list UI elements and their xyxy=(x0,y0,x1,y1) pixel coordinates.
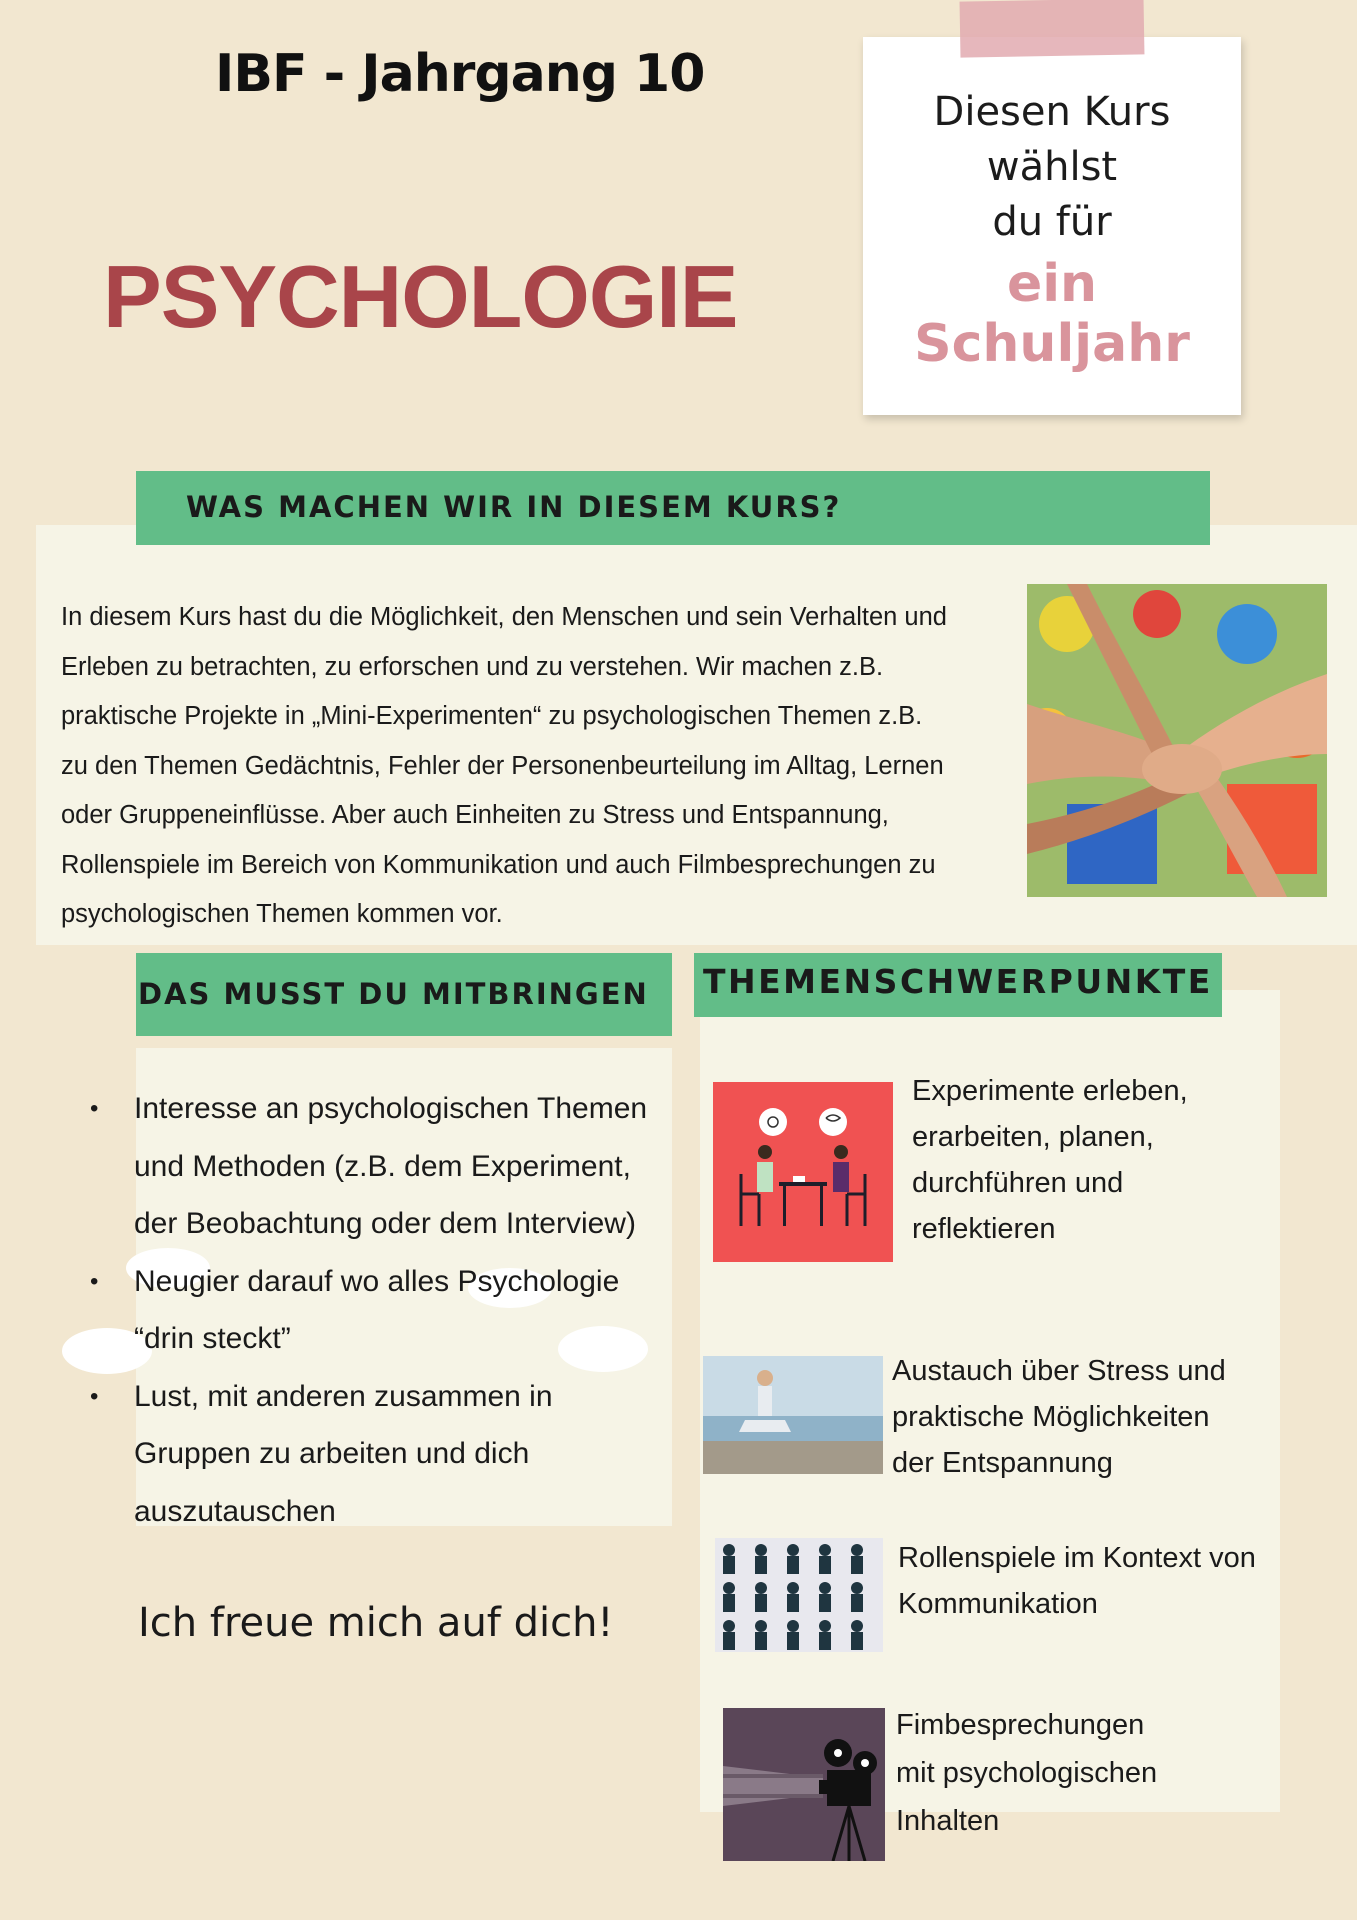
intro-paragraph xyxy=(61,593,1021,940)
bullet-icon: • xyxy=(90,1095,99,1122)
list-item: • Lust, mit anderen zusammen in Gruppen zu arbeiten und dich auszutauschen xyxy=(94,1368,704,1541)
bullet-icon: • xyxy=(90,1267,99,1295)
stacked-hands-photo xyxy=(1027,584,1327,897)
note-line-2: wählst xyxy=(986,144,1118,190)
intro-heading-bar xyxy=(136,471,1210,545)
note-accent: ein Schuljahr xyxy=(914,254,1190,374)
bullet-icon: • xyxy=(90,1382,99,1410)
intro-line: In diesem Kurs hast du die Möglichkeit, den Menschen und sein Verhalten und xyxy=(61,603,947,631)
topic-stress-text: Austauch über Stress und praktische Möglichkeiten der Entspannung xyxy=(892,1355,1226,1479)
requirements-list xyxy=(90,1080,704,1540)
intro-line: zu den Themen Gedächtnis, Fehler der Personenbeurteilung im Alltag, Lernen xyxy=(61,751,944,780)
intro-line: oder Gruppeneinflüsse. Aber auch Einheiten zu Stress und Entspannung, xyxy=(61,801,889,829)
note-line-1: Diesen Kurs xyxy=(933,89,1171,135)
requirements-heading: DAS MUSST DU MITBRINGEN xyxy=(138,977,649,1011)
intro-line: Erleben zu betrachten, zu erforschen und zu verstehen. Wir machen z.B. xyxy=(61,652,884,681)
intro-heading: WAS MACHEN WIR IN DIESEM KURS? xyxy=(186,490,842,524)
topics-heading-bar xyxy=(694,953,1222,1017)
tape-strip xyxy=(960,0,1145,58)
film-projector-icon xyxy=(723,1708,885,1861)
topic-film-text: Fimbesprechungen mit psychologischen Inhalten xyxy=(896,1709,1158,1837)
requirements-heading-bar xyxy=(136,953,672,1036)
intro-line: Rollenspiele im Bereich von Kommunikation und auch Filmbesprechungen zu xyxy=(61,850,936,879)
note-line-3: du für xyxy=(992,199,1112,245)
intro-line: psychologischen Themen kommen vor. xyxy=(61,900,503,928)
topic-experiment-text: Experimente erleben, erarbeiten, planen, durchführen und reflektieren xyxy=(912,1075,1188,1245)
closing-message: Ich freue mich auf dich! xyxy=(138,1600,614,1646)
roleplay-silhouettes-icon xyxy=(715,1538,883,1652)
meditation-photo xyxy=(703,1356,883,1474)
intro-line: praktische Projekte in „Mini-Experimenten“ zu psychologischen Themen z.B. xyxy=(61,702,923,730)
page-title: PSYCHOLOGIE xyxy=(103,247,738,346)
topic-roleplay-text: Rollenspiele im Kontext von Kommunikation xyxy=(898,1542,1256,1620)
topics-heading: THEMENSCHWERPUNKTE xyxy=(703,962,1213,1001)
list-item: • Neugier darauf wo alles Psychologie “drin steckt” xyxy=(94,1253,704,1368)
people-at-table-icon xyxy=(713,1082,893,1262)
sticky-note xyxy=(863,37,1241,415)
course-subtitle: IBF - Jahrgang 10 xyxy=(215,44,705,104)
list-item: • Interesse an psychologischen Themen und Methoden (z.B. dem Experiment, der Beobachtung oder dem Interview) xyxy=(94,1080,704,1253)
